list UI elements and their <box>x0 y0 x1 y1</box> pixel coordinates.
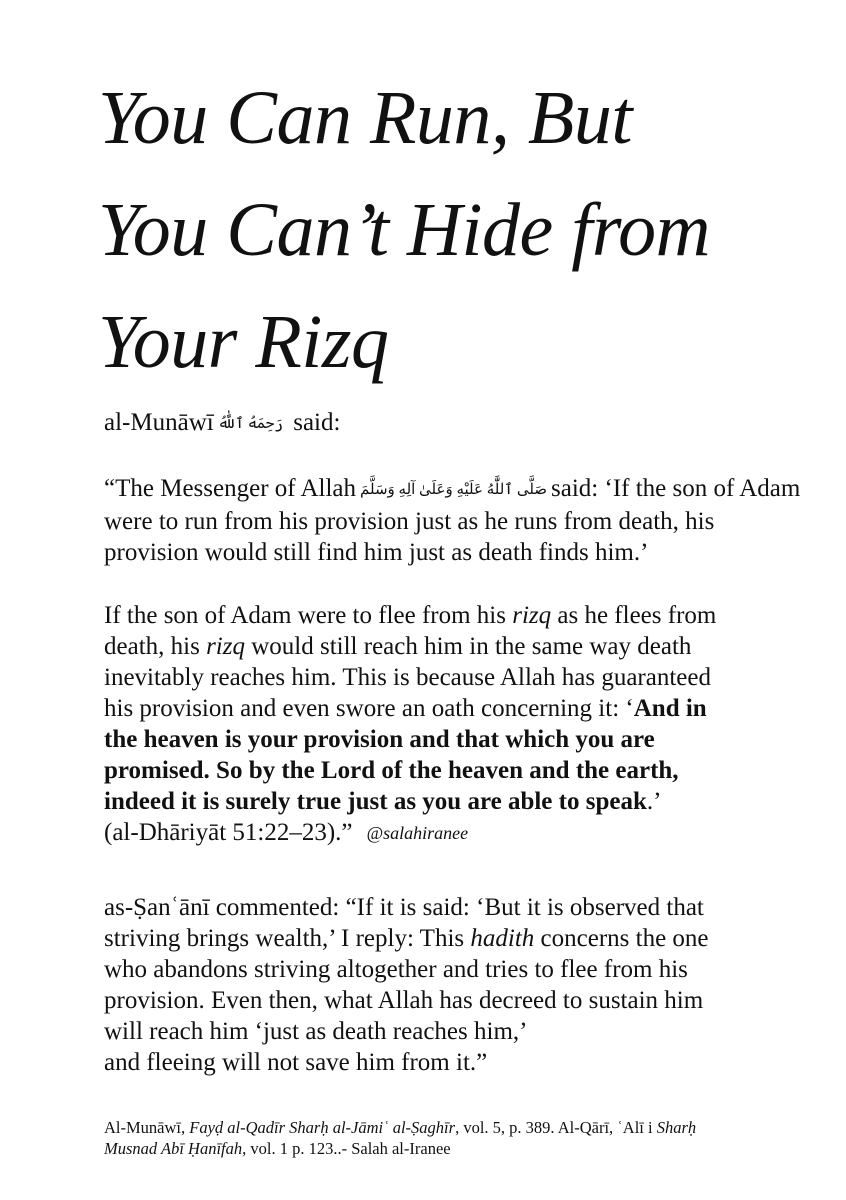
text-run: striving brings wealth,’ I reply: This <box>104 925 471 952</box>
rizq-italic: rizq <box>206 633 245 660</box>
commentary-line-4: provision. Even then, what Allah has decreed to sustain him <box>104 987 704 1014</box>
book-title: Fayḍ al-Qadīr Sharḥ al-Jāmiʿ al-Ṣaghīr <box>189 1118 456 1137</box>
text-run: would still reach him in the same way death <box>244 633 692 660</box>
book-title: Sharḥ <box>656 1118 697 1137</box>
text-run: If the son of Adam were to flee from his <box>104 602 513 629</box>
explanation-line-3: inevitably reaches him. This is because Allah has guaranteed <box>104 664 711 691</box>
book-title: Musnad Abī Ḥanīfah <box>104 1139 243 1158</box>
honorific-arabic: رَحِمَهُ ٱللَّٰهُ <box>217 416 283 432</box>
text-run: , vol. 1 p. 123..- Salah al-Iranee <box>242 1139 451 1158</box>
hadith-paragraph <box>104 473 801 568</box>
commentary-line-1: as-Ṣanʿānī commented: “If it is said: ‘But it is observed that <box>104 894 704 921</box>
commentary-line-3: who abandons striving altogether and tries to flee from his <box>104 956 688 983</box>
said-text: said: <box>293 409 341 436</box>
quran-quote-bold: And in <box>633 695 707 722</box>
commentary-line-5: will reach him ‘just as death reaches him,’ <box>104 1018 528 1045</box>
author-handle: @salahiranee <box>366 823 469 843</box>
commentary-paragraph <box>104 892 764 1078</box>
hadith-line-1-start: “The Messenger of Allah <box>104 475 357 502</box>
title-line-3: Your Rizq <box>98 300 389 384</box>
page-title <box>98 62 818 398</box>
source-footnote <box>104 1117 804 1159</box>
text-run: his provision and even swore an oath concerning it: ‘ <box>104 695 634 722</box>
quran-reference: (al-Dhāriyāt 51:22–23).” <box>104 819 353 846</box>
intro-line <box>104 407 764 440</box>
title-line-2: You Can’t Hide from <box>98 188 710 272</box>
text-run: .’ <box>646 788 662 815</box>
commentary-line-6: and fleeing will not save him from it.” <box>104 1049 488 1076</box>
text-run: Al-Munāwī, <box>104 1118 190 1137</box>
hadith-line-3: provision would still find him just as death finds him.’ <box>104 539 649 566</box>
quran-quote-bold: the heaven is your provision and that which you are <box>104 726 655 753</box>
text-run: concerns the one <box>534 925 709 952</box>
text-run: , vol. 5, p. 389. Al-Qārī, ʿAlī i <box>455 1118 657 1137</box>
quran-quote-bold: indeed it is surely true just as you are able to speak <box>104 788 647 815</box>
hadith-italic: hadith <box>470 925 535 952</box>
text-run: death, his <box>104 633 207 660</box>
scholar-name: al-Munāwī <box>104 409 214 436</box>
title-line-1: You Can Run, But <box>98 76 632 160</box>
quran-quote-bold: promised. So by the Lord of the heaven and the earth, <box>104 757 679 784</box>
hadith-line-1-end: said: ‘If the son of Adam <box>551 475 801 502</box>
text-run: as he flees from <box>551 602 717 629</box>
rizq-italic: rizq <box>512 602 552 629</box>
explanation-paragraph <box>104 600 764 849</box>
salawat-arabic: صَلَّى ٱللَّٰهُ عَلَيْهِ وَعَلَىٰ آلِهِ وَسَلَّمَ <box>360 482 548 498</box>
hadith-line-2: were to run from his provision just as he runs from death, his <box>104 508 715 535</box>
